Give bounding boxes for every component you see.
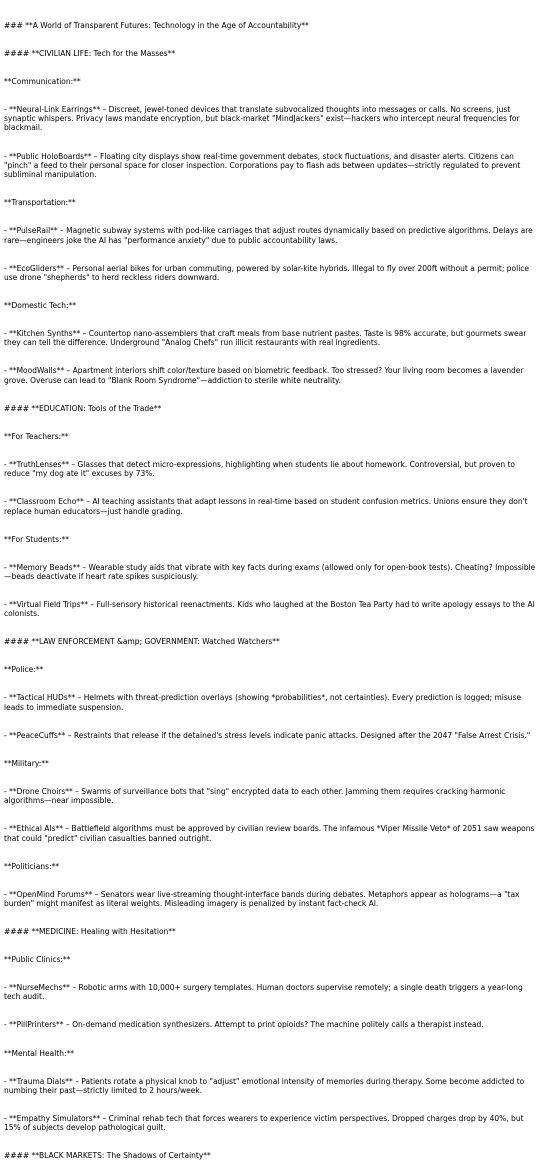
section-heading-law-enforcement: #### **LAW ENFORCEMENT &amp; GOVERNMENT: Watched Watchers** <box>4 637 280 647</box>
list-item-drone-choirs: - **Drone Choirs** – Swarms of surveillance bots that "sing" encrypted data to each other. Jamming them requires cracking harmonic algorithms—near impossible. <box>4 786 508 806</box>
subheading-transportation: **Transportation:** <box>4 198 76 208</box>
section-heading-black-markets: #### **BLACK MARKETS: The Shadows of Certainty** <box>4 1151 211 1161</box>
subheading-police: **Police:** <box>4 665 44 675</box>
subheading-for-students: **For Students:** <box>4 534 70 544</box>
subheading-mental-health: **Mental Health:** <box>4 1048 74 1058</box>
list-item-openmind-forums: - **OpenMind Forums** – Senators wear live-streaming thought-interface bands during debates. Metaphors appear as holograms—a "tax burden" might manifest as literal weights. Misleading imagery is penalized by instant fact-check AI. <box>4 889 522 908</box>
subheading-communication: **Communication:** <box>4 76 81 86</box>
list-item-truthlenses: - **TruthLenses** – Glasses that detect micro-expressions, highlighting when students lie about homework. Controversial, but proven to reduce "my dog ate it" excuses by 73%. <box>4 459 518 479</box>
list-item-tactical-huds: - **Tactical HUDs** – Helmets with threat-prediction overlays (showing *probabilities*, not certainties). Every prediction is logged; misuse leads to immediate suspension. <box>4 693 524 712</box>
list-item-classroom-echo: - **Classroom Echo** – AI teaching assistants that adapt lessons in real-time based on student confusion metrics. Unions ensure they don't replace human educators—just handle grading. <box>4 497 530 516</box>
subheading-public-clinics: **Public Clinics:** <box>4 955 71 965</box>
list-item-empathy-simulators: - **Empathy Simulators** – Criminal rehab tech that forces wearers to experience victim perspectives. Dropped charges drop by 40%, but 15% of subjects develop pathological guilt. <box>4 1113 526 1133</box>
subheading-domestic-tech: **Domestic Tech:** <box>4 301 77 310</box>
section-heading-education: #### **EDUCATION: Tools of the Trade** <box>4 403 162 413</box>
list-item-kitchen-synths: - **Kitchen Synths** – Countertop nano-assemblers that craft meals from base nutrient pastes. Taste is 98% accurate, but gourmets swear they can tell the difference. Underground "Analog Chefs" run illicit restaurants with real ingredients. <box>4 329 529 348</box>
list-item-trauma-dials: - **Trauma Dials** – Patients rotate a physical knob to "adjust" emotional intensity of memories during therapy. Some become addicted to numbing their past—strictly limited to 2 hours/week. <box>4 1076 527 1095</box>
list-item-memory-beads: - **Memory Beads** – Wearable study aids that vibrate with key facts during exams (allowed only for open-book tests). Cheating? Impossible—beads deactivate if heart rate spikes suspiciously. <box>4 562 536 581</box>
list-item-pulserail: - **PulseRail** – Magnetic subway systems with pod-like carriages that adjust routes dynamically based on predictive algorithms. Delays are rare—engineers joke the AI has "performance anxiety" due to public accountability laws. <box>4 226 536 245</box>
section-heading-medicine: #### **MEDICINE: Healing with Hesitation** <box>4 927 176 937</box>
doc-title: ### **A World of Transparent Futures: Technology in the Age of Accountability** <box>4 20 309 30</box>
list-item-ecogliders: - **EcoGliders** – Personal aerial bikes for urban commuting, powered by solar-kite hybrids. Illegal to fly over 200ft without a permit; police use drone "shepherds" to herd reckless riders downward. <box>4 263 532 282</box>
list-item-nursemechs: - **NurseMechs** – Robotic arms with 10,000+ surgery templates. Human doctors supervise remotely; a single death triggers a year-long tech audit. <box>4 983 526 1002</box>
list-item-peacecuffs: - **PeaceCuffs** – Restraints that release if the detained's stress levels indicate panic attacks. Designed after the 2047 "False Arrest Crisis." <box>4 730 531 740</box>
subheading-for-teachers: **For Teachers:** <box>4 431 69 441</box>
list-item-public-holoboards: - **Public HoloBoards** – Floating city displays show real-time government debates, stock fluctuations, and disaster alerts. Citizens can "pinch" a feed to their personal space for closer inspection. Corporations pay to flash ads between updates—strictly regulated to prevent subliminal manipulation. <box>4 151 523 180</box>
subheading-military: **Military:** <box>4 758 49 768</box>
list-item-ethical-ais: - **Ethical AIs** – Battlefield algorithms must be approved by civilian review boards. The infamous *Viper Missile Veto* of 2051 saw weapons that could "predict" civilian casualties banned outright. <box>4 824 537 843</box>
list-item-neural-link-earrings: - **Neural-Link Earrings** – Discreet, jewel-toned devices that translate subvocalized thoughts into messages or calls. No screens, just synaptic whispers. Privacy laws mandate encryption, but black-market "MindJackers" exist—hackers who intercept neural frequencies for blackmail. <box>4 104 522 133</box>
list-item-moodwalls: - **MoodWalls** – Apartment interiors shift color/texture based on biometric feedback. Too stressed? Your living room becomes a lavender grove. Overuse can lead to "Blank Room Syndrome"—addiction to sterile white neutrality. <box>4 366 526 385</box>
section-heading-civilian-life: #### **CIVILIAN LIFE: Tech for the Masses** <box>4 48 176 58</box>
list-item-pillprinters: - **PillPrinters** – On-demand medication synthesizers. Attempt to print opioids? The machine politely calls a therapist instead. <box>4 1020 484 1030</box>
subheading-politicians: **Politicians:** <box>4 861 60 871</box>
list-item-virtual-field-trips: - **Virtual Field Trips** – Full-sensory historical reenactments. Kids who laughed at the Boston Tea Party had to write apology essays to the AI colonists. <box>4 600 538 619</box>
